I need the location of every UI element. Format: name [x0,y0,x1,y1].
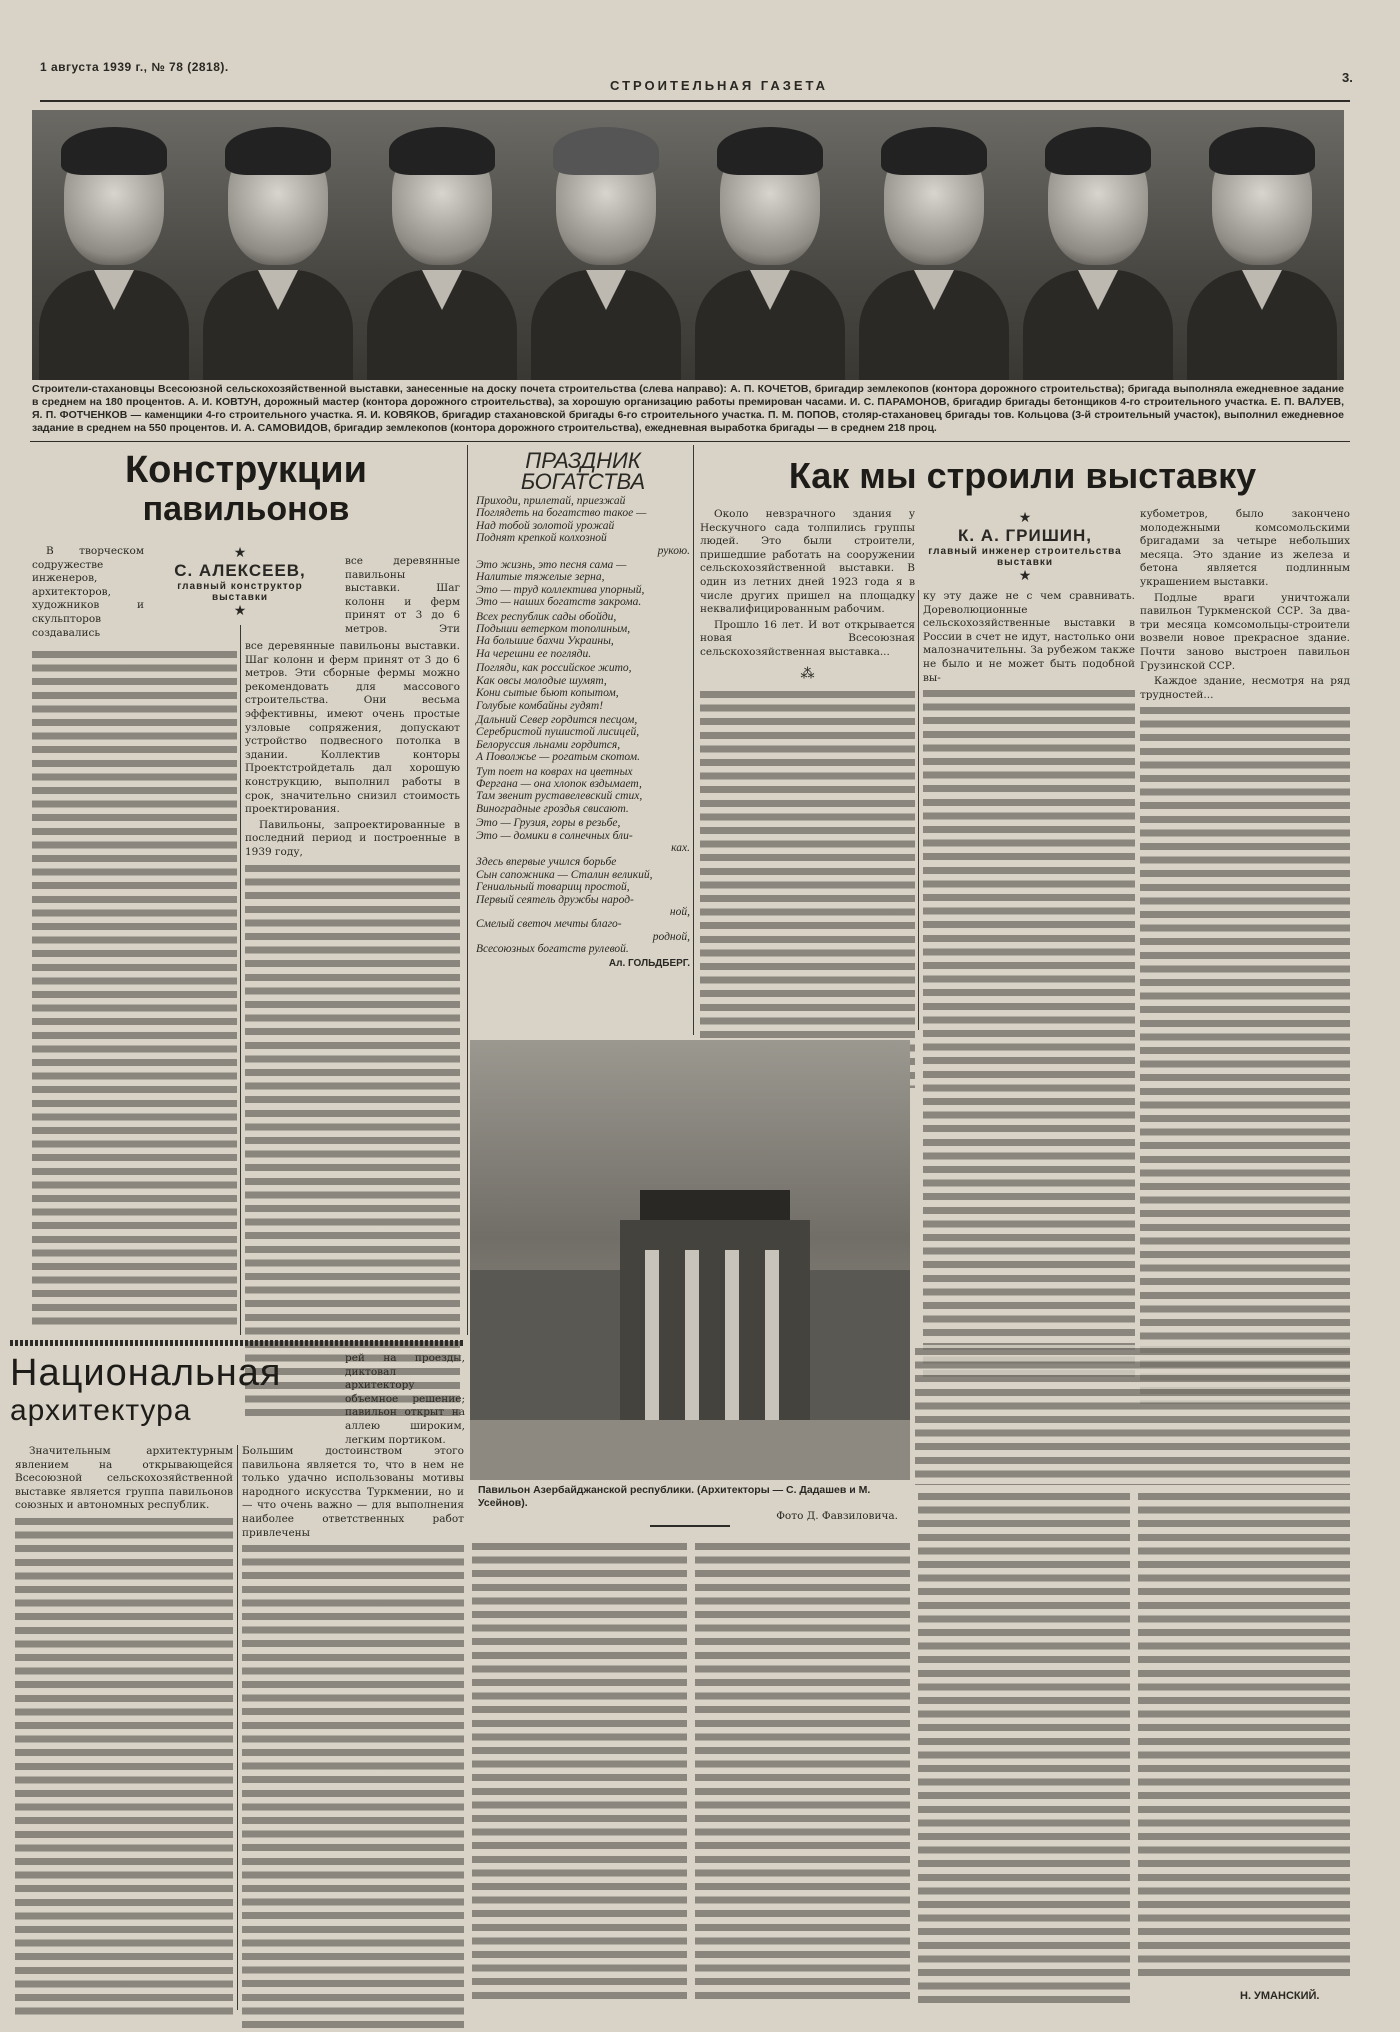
portrait [1023,125,1173,380]
article-title: архитектура [10,1394,192,1427]
poem-line: Дальний Север гордится песцом, [476,713,638,726]
poem-line: Голубые комбайны гудят! [476,699,604,712]
newspaper-title: СТРОИТЕЛЬНАЯ ГАЗЕТА [610,78,829,93]
article-constructions [30,450,462,528]
poem-line: Кони сытые бьют копытом, [476,687,619,700]
body-text [695,1540,910,2005]
portrait [367,125,517,380]
author-role: главный инженер строительства выставки [928,546,1122,568]
portrait [859,125,1009,380]
paragraph: Павильоны, запроектированные в последний период и построенные в 1939 году, [245,818,460,858]
issue-date: 1 августа 1939 г., № 78 (2818). [40,60,229,74]
byline [925,510,1125,584]
poem-line: Здесь впервые учился борьбе [476,856,617,869]
article-national-title [10,1352,340,1428]
header-rule [40,100,1350,102]
poem-line: Погляди, как российское жито, [476,662,632,675]
photo-caption: Строители-стахановцы Всесоюзной сельскохозяйственной выставки, занесенные на доску почета строительства (слева направо): А. П. КОЧЕТОВ, бригадир землекопов (контора дорожного строительства); бригада выполняла ежедневное задание в среднем на 180 процентов. А. И. КОВТУН, дорожный мастер (контора дорожного строительства), за хорошую организацию работы премирован часами. И. С. ПАРАМОНОВ, бригадир бригады бетонщиков 4-го строительного участка. Е. П. ВАЛУЕВ, Я. П. ФОТЧЕНКОВ — каменщики 4-го строительного участка. Я. И. КОВЯКОВ, бригадир стахановской бригады 6-го строительного участка. П. М. ПОПОВ, столяр-стахановец бригады тов. Кольцова (3-й строительный участок), выполнил ежедневное задание в среднем на 550 процентов. И. А. САМОВИДОВ, бригадир землекопов (контора дорожного строительства), ежедневная выработка бригады — в среднем 218 проц. [32,383,1344,434]
body-text [245,862,460,1422]
column-rule [467,445,468,1335]
poem-line: Это — Грузия, горы в резьбе, [476,817,621,830]
paragraph: все деревянные павильоны выставки. Шаг колонн и ферм принят от 3 до 6 метров. Эти [345,555,460,635]
portrait [39,125,189,380]
body-text [15,1515,233,2015]
column-rule [693,445,694,1035]
poem-stanza [476,495,690,557]
poem-body [476,495,690,956]
poem-line: Виноградные гроздья свисают. [476,802,629,815]
poem-line: Поглядеть на богатство такое — [476,507,647,520]
byline [150,545,330,619]
page-number: 3. [1342,70,1353,85]
paragraph: Большим достоинством этого павильона является то, что в нем не только удачно использованы мотивы народного искусства Туркмении, но и — что очень важно — для выполнения наиболее ответственных работ привлечены [242,1445,464,1539]
column-rule [918,590,919,1030]
section-rule [30,441,1350,442]
portrait [531,125,681,380]
article-column [1140,508,1350,1404]
star-icon: ★ [233,545,247,561]
star-icon: ★ [233,603,247,619]
poem-line: рукою. [657,544,690,557]
poem-line: На большие бахчи Украины, [476,635,614,648]
poem-line: Первый сеятель дружбы народ- [476,893,634,906]
poem-line: Серебристой пушистой лисицей, [476,726,640,739]
poem-line: Налитые тяжелые зерна, [476,571,605,584]
paragraph: Прошло 16 лет. И вот открывается новая Всесоюзная сельскохозяйственная выставка... [700,618,915,658]
star-icon: ★ [1018,568,1032,584]
article-title: Конструкции [124,449,368,491]
photo-caption [478,1484,898,1523]
poem-line: Подыши ветерком тополиным, [476,623,631,636]
article-column [32,648,237,1328]
article-column [918,1490,1130,2005]
article-column [700,508,915,1088]
poem-line: Тут поет на коврах на цветных [476,765,633,778]
body-text [1138,1490,1350,1980]
poem-line: Как овсы молодые шумят, [476,674,607,687]
article-column [472,1540,687,2005]
article-column [32,545,144,643]
article-column [345,1352,465,1449]
poem-line: Гениальный товарищ простой, [476,881,630,894]
body-text [915,1345,1350,1485]
poem-stanza [476,611,690,661]
poem-line: Это — труд коллектива упорный, [476,583,645,596]
poem-stanza [476,662,690,712]
poem-line: родной, [652,930,690,943]
caption-text: Павильон Азербайджанской республики. (Архитекторы — С. Дадашев и М. Усейнов). [478,1484,871,1509]
poem-line: Смелый светоч мечты благо- [476,918,622,931]
poem-title-line: ПРАЗДНИК [525,448,641,473]
dots-ornament: ⁂ [800,665,815,682]
poem-line: На черешни ее погляди. [476,647,592,660]
azerbaijan-pavilion-photo [470,1040,910,1480]
stakhanovites-photo [32,110,1344,380]
paragraph: все деревянные павильоны выставки. Шаг колонн и ферм принят от 3 до 6 метров. Эти сборные фермы можно рекомендовать для массового строительства. Они весьма эффективны, имеют очень простые узловые сопряжения, допускают устройство подвесного потолка в здании. Коллектив конторы Проектстройдеталь дал хорошую конструкцию, выполнил работы в срок, значительно снизил стоимость проектирования. [245,640,460,816]
column-rule [237,1445,238,2010]
body-text [1140,704,1350,1404]
article-title: Как мы строили выставку [788,455,1257,496]
paragraph: Значительным архитектурным явлением на открывающейся Всесоюзной сельскохозяйственной выставке является группа павильонов союзных и автономных республик. [15,1445,233,1512]
poem-title [476,450,690,492]
poem-line: Приходи, прилетай, приезжай [476,495,626,507]
author-name: К. А. ГРИШИН, [957,526,1093,545]
article-title: павильонов [142,490,350,528]
article-title: Национальная [10,1352,282,1394]
article-column [15,1445,233,2015]
article-column [1138,1490,1350,1980]
poem-line: Всех республик сады обойди, [476,610,617,623]
poem-line: Фергана — она хлопок вздымает, [476,777,642,790]
poem-line: А Поволжье — рогатым скотом. [476,751,640,764]
body-text [32,648,237,1328]
poem-line: Сын сапожника — Сталин великий, [476,868,653,881]
poem-author: Ал. ГОЛЬДБЕРГ. [608,957,690,969]
poem-line: Всесоюзных богатств рулевой. [476,943,629,956]
article-column [245,640,460,1422]
author-role: главный конструктор выставки [177,581,303,603]
poem-line: Над тобой золотой урожай [476,519,615,532]
signature: Н. УМАНСКИЙ. [1240,1990,1320,2002]
star-icon: ★ [1018,510,1032,526]
poem-stanza [476,559,690,609]
article-column [345,555,460,639]
article-continuation [915,1345,1350,1485]
paragraph: рей на проезды, диктовал архитектору объемное решение; павильон открыт на аллею широким, легким портиком. [345,1352,465,1446]
portrait [695,125,845,380]
poem-stanza [476,714,690,764]
poem-line: Поднят крепкой колхозной [476,532,607,545]
dotted-rule [10,1340,465,1346]
poem-line: ках. [671,841,690,854]
paragraph: Подлые враги уничтожали павильон Туркменской ССР. За два-три месяца комсомольцы-строители возвели новое прекрасное здание. Почти заново выстроен павильон Грузинской ССР. [1140,591,1350,672]
paragraph: В творческом содружестве инженеров, архитекторов, художников и скульпторов создавались [32,545,144,639]
body-text [472,1540,687,2005]
poem-stanza [476,817,690,854]
article-column [695,1540,910,2005]
photo-credit: Фото Д. Фавзиловича. [776,1510,898,1522]
article-column [242,1445,464,2032]
paragraph: Каждое здание, несмотря на ряд трудностей... [1140,675,1350,701]
poem-line: Это жизнь, это песня сама — [476,559,627,572]
poem-title-line: БОГАТСТВА [520,469,646,494]
poem-stanza [476,856,690,955]
article-column [923,590,1135,1377]
poem-line: ной, [669,906,690,918]
poem [476,450,690,970]
body-text [918,1490,1130,2005]
paragraph: ку эту даже не с чем сравнивать. Дореволюционные сельскохозяйственные выставки в России в счет не идут, настолько они малозначительны. За рубежом также не было и не может быть подобной вы- [923,590,1135,684]
divider [650,1525,730,1527]
paragraph: кубометров, было закончено молодежными комсомольскими бригадами за четыре небольших месяца. Это здание из железа и бетона является подлинным украшением выставки. [1140,508,1350,588]
body-text [923,687,1135,1377]
author-name: С. АЛЕКСЕЕВ, [174,561,306,580]
paragraph: Около невзрачного здания у Нескучного сада толпились группы людей. Это были строители, пришедшие работать на сооружении сельскохозяйственной выставки. В один из летних дней 1923 года я в числе других пришел на площадку неквалифицированным рабочим. [700,508,915,616]
body-text [700,688,915,1088]
poem-line: Там звенит руставелевский стих, [476,790,643,803]
poem-stanza [476,766,690,816]
portrait [1187,125,1337,380]
poem-line: Это — наших богатств закрома. [476,596,642,609]
poem-line: Это — домики в солнечных бли- [476,829,633,842]
column-rule [240,625,241,1335]
poem-line: Белоруссия льнами гордится, [476,738,621,751]
portrait [203,125,353,380]
body-text [242,1542,464,2032]
